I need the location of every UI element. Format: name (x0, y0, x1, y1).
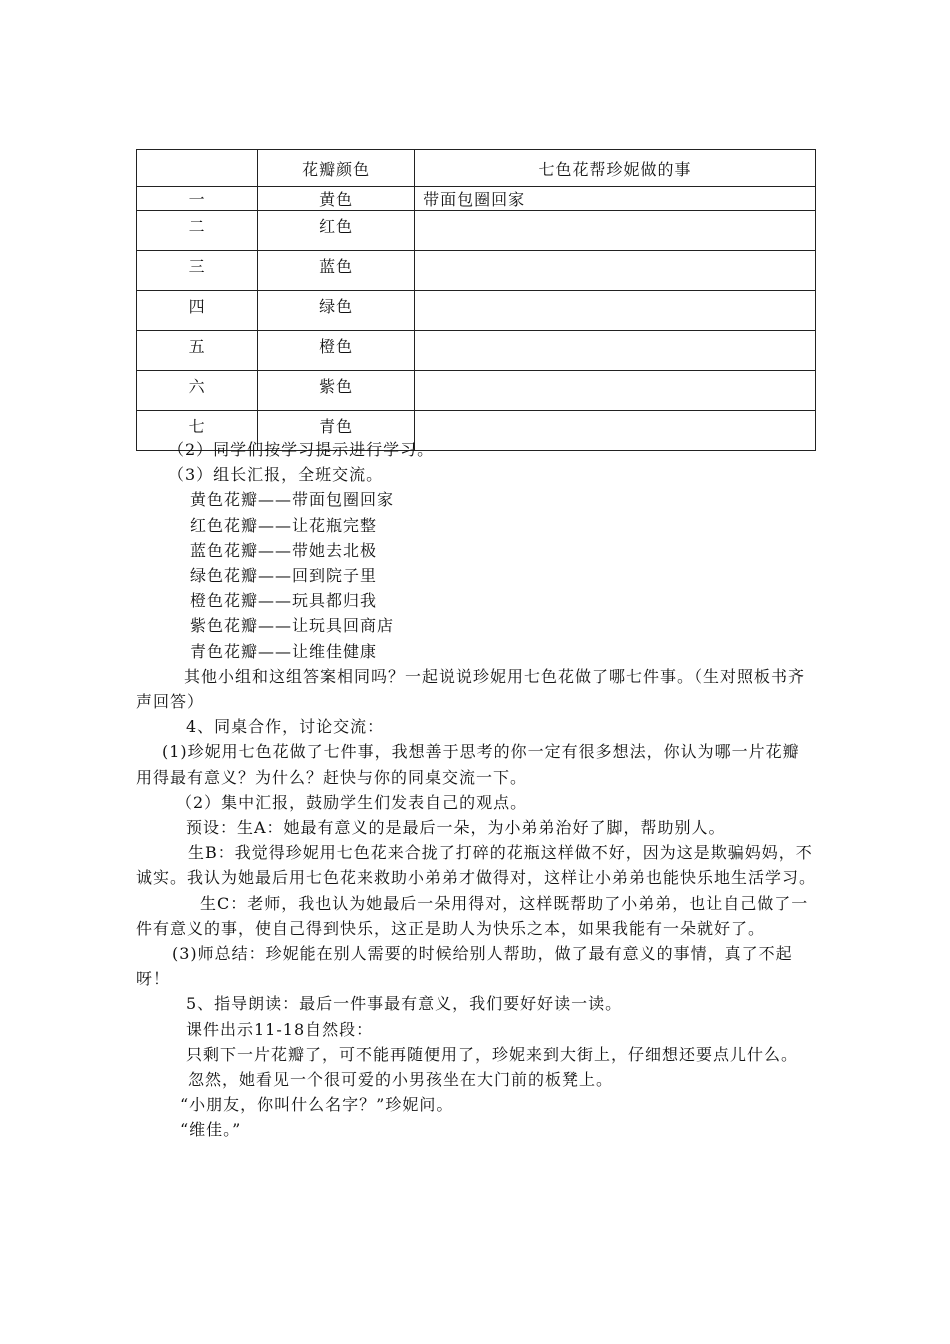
row-color-cell: 黄色 (258, 187, 415, 211)
body-paragraph: (1)珍妮用七色花做了七件事，我想善于思考的你一定有很多想法，你认为哪一片花瓣用得最有意义？为什么？赶快与你的同桌交流一下。 (136, 742, 800, 787)
row-index-cell: 六 (137, 371, 258, 411)
row-index-cell: 四 (137, 291, 258, 331)
petal-list-item: 紫色花瓣——让玩具回商店 (190, 616, 395, 636)
step-heading: 4、同桌合作，讨论交流： (186, 717, 385, 737)
header-cell-index (137, 150, 258, 187)
body-paragraph: 只剩下一片花瓣了，可不能再随便用了，珍妮来到大街上，仔细想还要点儿什么。 (186, 1044, 799, 1064)
row-index-cell: 五 (137, 331, 258, 371)
row-deed-cell (415, 291, 816, 331)
petal-list-item: 黄色花瓣——带面包圈回家 (190, 490, 395, 510)
table-row (137, 211, 816, 251)
petal-list-item: 橙色花瓣——玩具都归我 (190, 591, 378, 611)
table-row (137, 291, 816, 331)
row-color-cell: 红色 (258, 211, 415, 251)
row-color-cell: 蓝色 (258, 251, 415, 291)
row-deed-cell (415, 371, 816, 411)
row-color-cell: 橙色 (258, 331, 415, 371)
body-paragraph: 生B：我觉得珍妮用七色花来合拢了打碎的花瓶这样做不好，因为这是欺骗妈妈，不诚实。我认为她最后用七色花来救助小弟弟才做得对，这样让小弟弟也能快乐地生活学习。 (136, 843, 817, 888)
row-deed-cell: 带面包圈回家 (415, 187, 816, 211)
body-paragraph: 课件出示11-18自然段： (186, 1019, 374, 1039)
lesson-body (136, 437, 816, 1143)
table-row (137, 251, 816, 291)
row-deed-cell (415, 211, 816, 251)
table-row (137, 371, 816, 411)
body-paragraph: 忽然，她看见一个很可爱的小男孩坐在大门前的板凳上。 (188, 1070, 614, 1090)
body-paragraph: (3)师总结：珍妮能在别人需要的时候给别人帮助，做了最有意义的事情，真了不起呀！ (136, 944, 793, 989)
row-deed-cell (415, 331, 816, 371)
table-header-row (137, 150, 816, 187)
petal-table (136, 149, 816, 451)
table-row (137, 187, 816, 211)
row-color-cell: 青色 (258, 411, 415, 451)
body-paragraph: 生C：老师，我也认为她最后一朵用得对，这样既帮助了小弟弟，也让自己做了一件有意义的事，使自己得到快乐，这正是助人为快乐之本，如果我能有一朵就好了。 (136, 893, 809, 938)
dialogue-line: “小朋友，你叫什么名字？”珍妮问。 (180, 1095, 454, 1115)
step-paragraph: （2）集中汇报，鼓励学生们发表自己的观点。 (176, 792, 528, 812)
header-cell-color: 花瓣颜色 (258, 150, 415, 187)
step-paragraph: （2）同学们按学习提示进行学习。 (168, 440, 435, 459)
body-paragraph: 预设：生A：她最有意义的是最后一朵，为小弟弟治好了脚，帮助别人。 (186, 818, 726, 838)
petal-list-item: 青色花瓣——让维佳健康 (190, 641, 378, 661)
step-heading: 5、指导朗读：最后一件事最有意义，我们要好好读一读。 (186, 994, 623, 1014)
row-index-cell: 一 (137, 187, 258, 211)
body-paragraph: 其他小组和这组答案相同吗？一起说说珍妮用七色花做了哪七件事。（生对照板书齐声回答） (136, 666, 806, 712)
step-paragraph: （3）组长汇报，全班交流。 (168, 465, 384, 485)
petal-list-item: 蓝色花瓣——带她去北极 (190, 540, 378, 560)
row-index-cell: 二 (137, 211, 258, 251)
row-deed-cell (415, 251, 816, 291)
dialogue-line: “维佳。” (180, 1120, 242, 1140)
petal-list-item: 红色花瓣——让花瓶完整 (190, 515, 378, 535)
table-row (137, 331, 816, 371)
row-index-cell: 三 (137, 251, 258, 291)
row-color-cell: 绿色 (258, 291, 415, 331)
petal-list-item: 绿色花瓣——回到院子里 (190, 566, 378, 586)
row-index-cell: 七 (137, 411, 258, 451)
row-color-cell: 紫色 (258, 371, 415, 411)
header-cell-deed: 七色花帮珍妮做的事 (415, 150, 816, 187)
